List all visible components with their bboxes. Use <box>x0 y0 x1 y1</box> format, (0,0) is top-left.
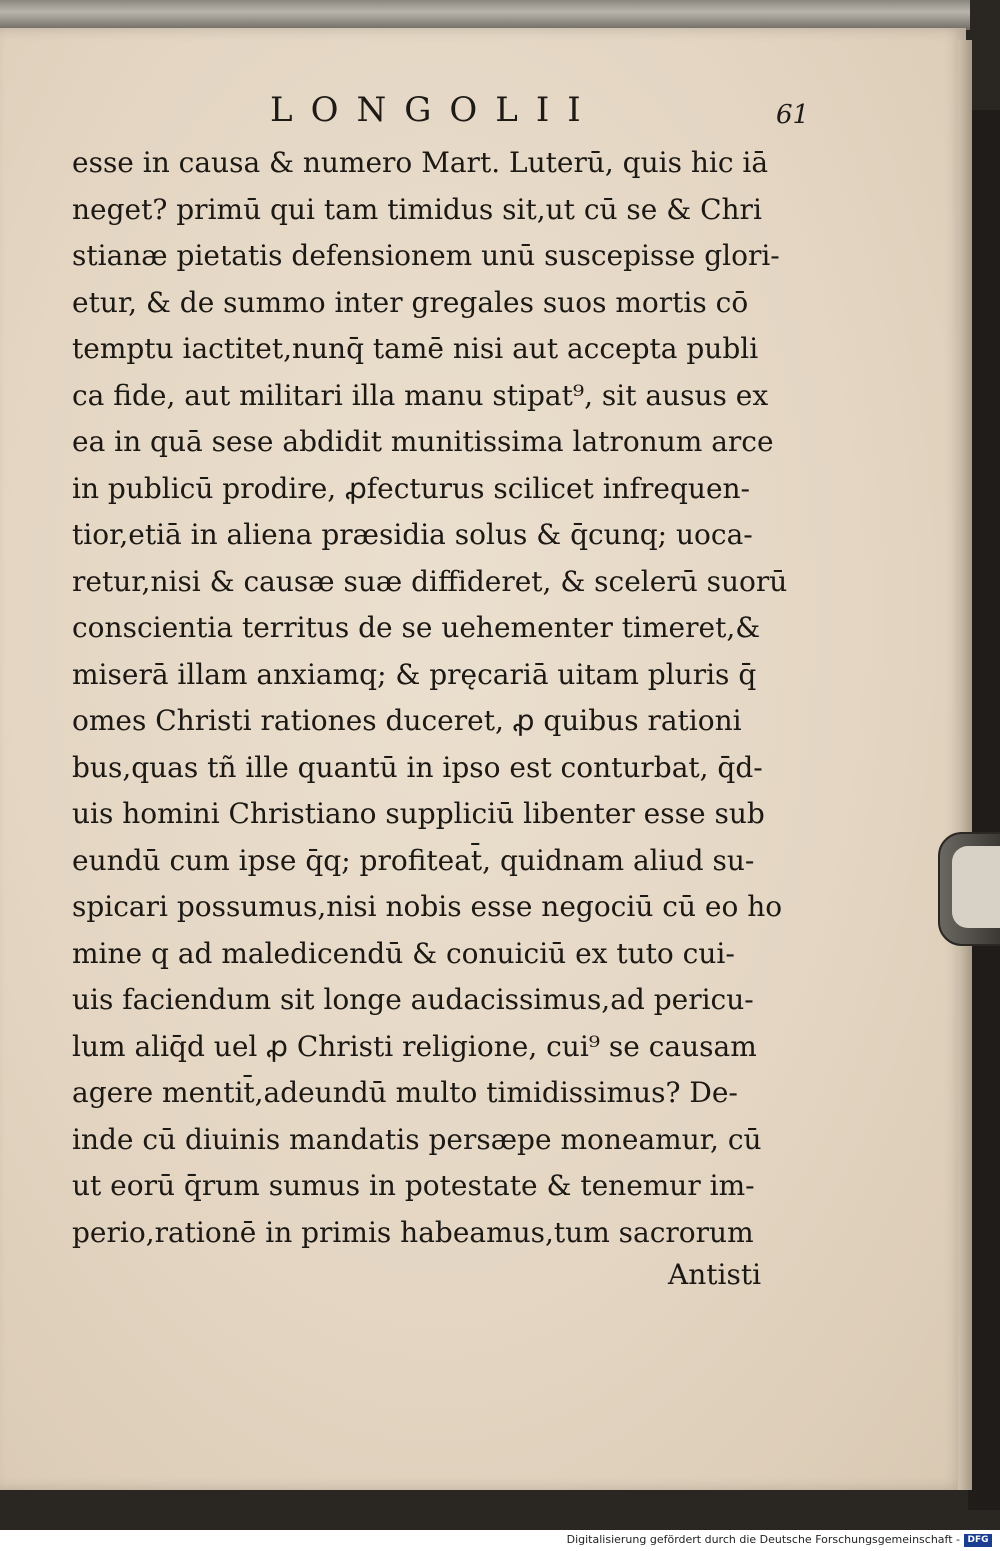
text-line: etur, & de summo inter gregales suos mortis cō <box>72 285 749 319</box>
text-line: perio,rationē in primis habeamus,tum sacrorum <box>72 1215 754 1249</box>
text-line: omes Christi rationes duceret, ꝓ quibus rationi <box>72 704 742 737</box>
text-line: agere mentit̄,adeundū multo timidissimus? De- <box>72 1076 738 1109</box>
page-stack-edge <box>0 0 970 30</box>
text-line: uis faciendum sit longe audacissimus,ad pericu- <box>72 983 754 1016</box>
text-line: esse in causa & numero Mart. Luterū, quis hic iā <box>72 146 769 179</box>
text-line: ea in quā sese abdidit munitissima latronum arce <box>72 425 774 458</box>
catchword: Antisti <box>668 1258 762 1291</box>
text-line: spicari possumus,nisi nobis esse negociū cū eo ho <box>72 890 783 923</box>
text-line: retur,nisi & causæ suæ diffideret, & scelerū suorū <box>72 564 788 598</box>
text-line: in publicū prodire, ꝓfecturus scilicet infrequen- <box>72 471 751 505</box>
text-line: temptu iactitet,nunq̄ tamē nisi aut accepta publi <box>72 332 759 365</box>
body-text <box>72 140 812 1256</box>
funding-credit: Digitalisierung gefördert durch die Deutsche Forschungsgemeinschaft - <box>566 1533 960 1546</box>
text-line: tior,etiā in aliena præsidia solus & q̄cunq; uoca- <box>72 518 753 551</box>
text-line: mine q ad maledicendū & conuiciū ex tuto cui- <box>72 936 735 970</box>
running-head: LONGOLII <box>270 90 599 130</box>
page-number: 61 <box>776 100 810 130</box>
page-fore-edge <box>958 40 972 1490</box>
text-line: inde cū diuinis mandatis persæpe moneamur, cū <box>72 1122 762 1156</box>
text-line: miserā illam anxiamq; & pręcariā uitam pluris q̄ <box>72 657 757 691</box>
book-binding <box>968 110 1000 1510</box>
text-line: eundū cum ipse q̄q; profiteat̄, quidnam aliud su- <box>72 843 755 877</box>
text-line: ca fide, aut militari illa manu stipat⁹, sit ausus ex <box>72 378 769 412</box>
text-line: conscientia territus de se uehementer timeret,& <box>72 611 761 644</box>
book-clasp-inner <box>952 846 1000 928</box>
text-line: neget? primū qui tam timidus sit,ut cū se & Chri <box>72 192 762 226</box>
text-line: stianæ pietatis defensionem unū suscepisse glori- <box>72 239 780 272</box>
dfg-logo: DFG <box>964 1534 992 1547</box>
text-line: bus,quas tñ ille quantū in ipso est conturbat, q̄d- <box>72 750 763 784</box>
text-line: ut eorū q̄rum sumus in potestate & tenemur im- <box>72 1169 755 1202</box>
text-line: lum aliq̄d uel ꝓ Christi religione, cui⁹ se causam <box>72 1029 757 1063</box>
text-line: uis homini Christiano suppliciū libenter esse sub <box>72 797 765 830</box>
